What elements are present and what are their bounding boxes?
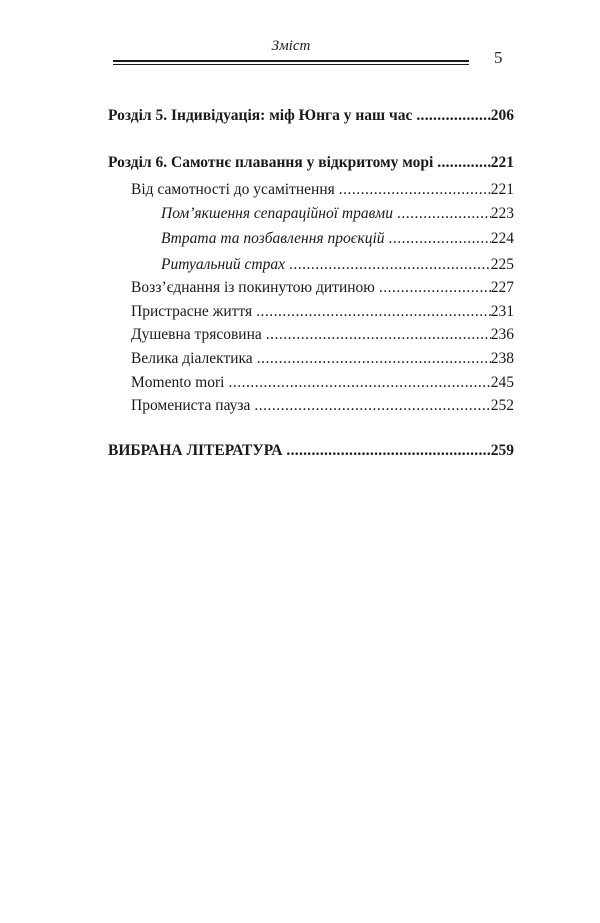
toc-item-title: Возз’єднання із покинутою дитиною	[131, 279, 375, 296]
toc-subitem-page: 223	[490, 205, 514, 222]
toc-subitem-title: Втрата та позбавлення проєкцій	[161, 230, 385, 247]
running-head: Зміст	[271, 38, 311, 54]
toc-bibliography-title: ВИБРАНА ЛІТЕРАТУРА	[108, 442, 283, 459]
toc-item	[131, 349, 514, 369]
toc-subitem-title: Ритуальний страх	[161, 256, 285, 273]
toc-subitem-page: 225	[490, 256, 514, 273]
toc-subitem	[161, 229, 514, 249]
toc-leader-dots	[335, 180, 491, 200]
page-number: 5	[494, 48, 503, 67]
header-rule-thin	[113, 64, 469, 65]
toc-chapter-5-page: 206	[490, 107, 514, 124]
toc-leader-dots	[253, 349, 491, 369]
toc-item-title: Велика діалектика	[131, 350, 253, 367]
toc-item-title: Пристрасне життя	[131, 303, 253, 320]
toc-leader-dots	[393, 204, 491, 224]
toc-item-page: 221	[490, 181, 514, 198]
toc-chapter-5	[108, 106, 514, 126]
toc-item	[131, 180, 514, 200]
toc-bibliography-page: 259	[490, 442, 514, 459]
toc-item-page: 245	[490, 374, 514, 391]
toc-item-page: 252	[490, 397, 514, 414]
toc-item-page: 236	[490, 326, 514, 343]
toc-subitem	[161, 255, 514, 275]
toc-item-title: Від самотності до усамітнення	[131, 181, 335, 198]
toc-leader-dots	[285, 255, 491, 275]
toc-leader-dots	[252, 302, 491, 322]
toc-item-page: 231	[490, 303, 514, 320]
toc-item	[131, 302, 514, 322]
toc-leader-dots	[385, 229, 491, 249]
toc-leader-dots	[224, 373, 490, 393]
header-rule-thick	[113, 60, 469, 62]
toc-chapter-5-title: Розділ 5. Індивідуація: міф Юнга у наш час	[108, 107, 413, 124]
toc-subitem-title: Пом’якшення сепараційної травми	[161, 205, 393, 222]
toc-item-title: Momento mori	[131, 374, 225, 391]
toc-leader-dots	[375, 278, 491, 298]
toc-leader-dots	[262, 325, 491, 345]
toc-chapter-6-page: 221	[490, 154, 514, 171]
toc-chapter-6-title: Розділ 6. Самотнє плавання у відкритому морі	[108, 154, 434, 171]
toc-leader-dots	[412, 106, 490, 126]
toc-item-page: 227	[490, 279, 514, 296]
toc-bibliography	[108, 441, 514, 461]
toc-item-title: Душевна трясовина	[131, 326, 262, 343]
toc-leader-dots	[250, 396, 490, 416]
toc-leader-dots	[433, 153, 490, 173]
toc-item	[131, 325, 514, 345]
toc-item-page: 238	[490, 350, 514, 367]
toc-subitem-page: 224	[490, 230, 514, 247]
toc-chapter-6	[108, 153, 514, 173]
toc-item	[131, 278, 514, 298]
toc-item-title: Промениста пауза	[131, 397, 251, 414]
toc-subitem	[161, 204, 514, 224]
toc-leader-dots	[282, 441, 490, 461]
toc-item	[131, 396, 514, 416]
toc-item	[131, 373, 514, 393]
